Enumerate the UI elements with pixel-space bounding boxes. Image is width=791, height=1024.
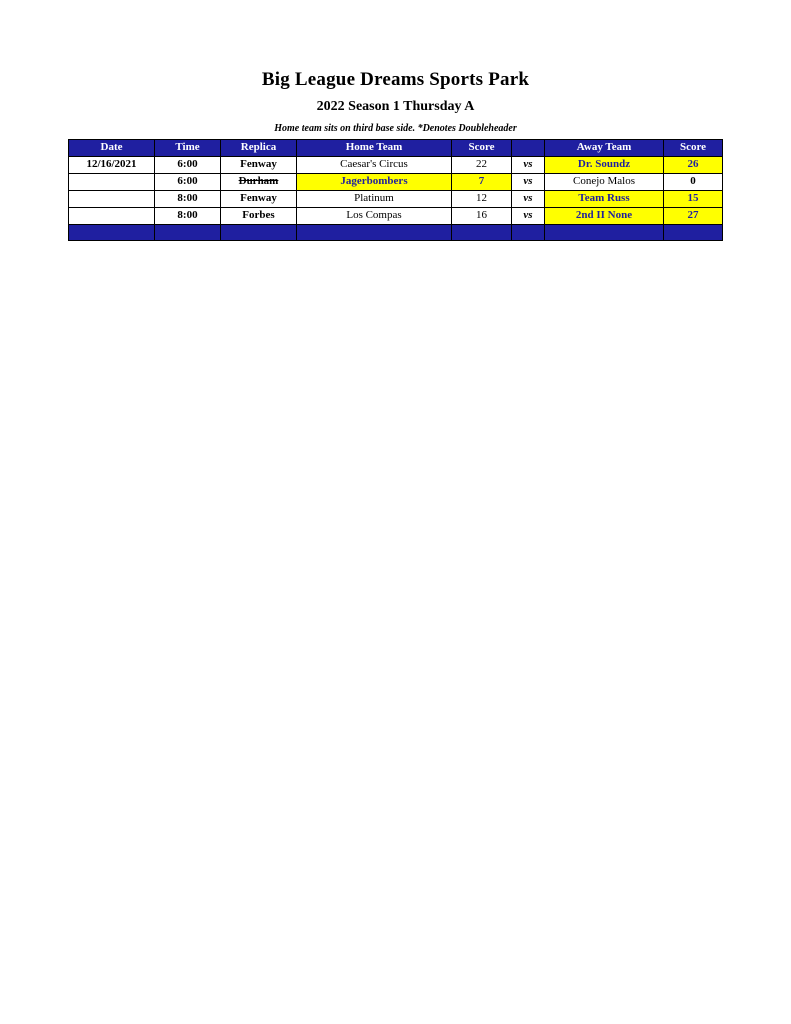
cell-away-team: 2nd II None [545,208,664,225]
column-header-vs [512,140,545,157]
schedule-table-container [68,139,722,241]
column-header-time: Time [155,140,221,157]
footer-cell [664,225,723,241]
cell-away-team: Conejo Malos [545,174,664,191]
cell-vs: vs [512,191,545,208]
table-row [69,208,723,225]
cell-vs: vs [512,208,545,225]
cell-away-score: 26 [664,157,723,174]
cell-home-score: 16 [452,208,512,225]
cell-home-score: 12 [452,191,512,208]
cell-replica: Forbes [221,208,297,225]
cell-away-team: Team Russ [545,191,664,208]
cell-date [69,191,155,208]
cell-away-score: 15 [664,191,723,208]
footer-cell [512,225,545,241]
schedule-table [68,139,723,241]
column-header-home-team: Home Team [297,140,452,157]
cell-date [69,208,155,225]
cell-replica: Fenway [221,157,297,174]
cell-home-team: Los Compas [297,208,452,225]
cell-date: 12/16/2021 [69,157,155,174]
footer-cell [297,225,452,241]
cell-home-team: Caesar's Circus [297,157,452,174]
cell-time: 8:00 [155,208,221,225]
cell-home-team: Jagerbombers [297,174,452,191]
cell-time: 6:00 [155,174,221,191]
table-row [69,157,723,174]
column-header-away-score: Score [664,140,723,157]
cell-away-score: 0 [664,174,723,191]
column-header-away-team: Away Team [545,140,664,157]
cell-replica: Fenway [221,191,297,208]
cell-away-score: 27 [664,208,723,225]
footer-cell [69,225,155,241]
cell-home-score: 7 [452,174,512,191]
table-footer-row [69,225,723,241]
cell-home-score: 22 [452,157,512,174]
column-header-replica: Replica [221,140,297,157]
column-header-date: Date [69,140,155,157]
page-note: Home team sits on third base side. *Denotes Doubleheader [274,123,517,135]
column-header-home-score: Score [452,140,512,157]
cell-home-team: Platinum [297,191,452,208]
footer-cell [155,225,221,241]
footer-cell [545,225,664,241]
cell-date [69,174,155,191]
table-row [69,174,723,191]
cell-time: 8:00 [155,191,221,208]
footer-cell [221,225,297,241]
cell-vs: vs [512,174,545,191]
table-header-row [69,140,723,157]
table-header [69,140,723,157]
cell-vs: vs [512,157,545,174]
table-row [69,191,723,208]
page-title: Big League Dreams Sports Park [261,69,530,90]
page-subtitle: 2022 Season 1 Thursday A [316,98,475,114]
table-body [69,157,723,241]
cell-away-team: Dr. Soundz [545,157,664,174]
cell-time: 6:00 [155,157,221,174]
cell-replica: Durham [221,174,297,191]
footer-cell [452,225,512,241]
